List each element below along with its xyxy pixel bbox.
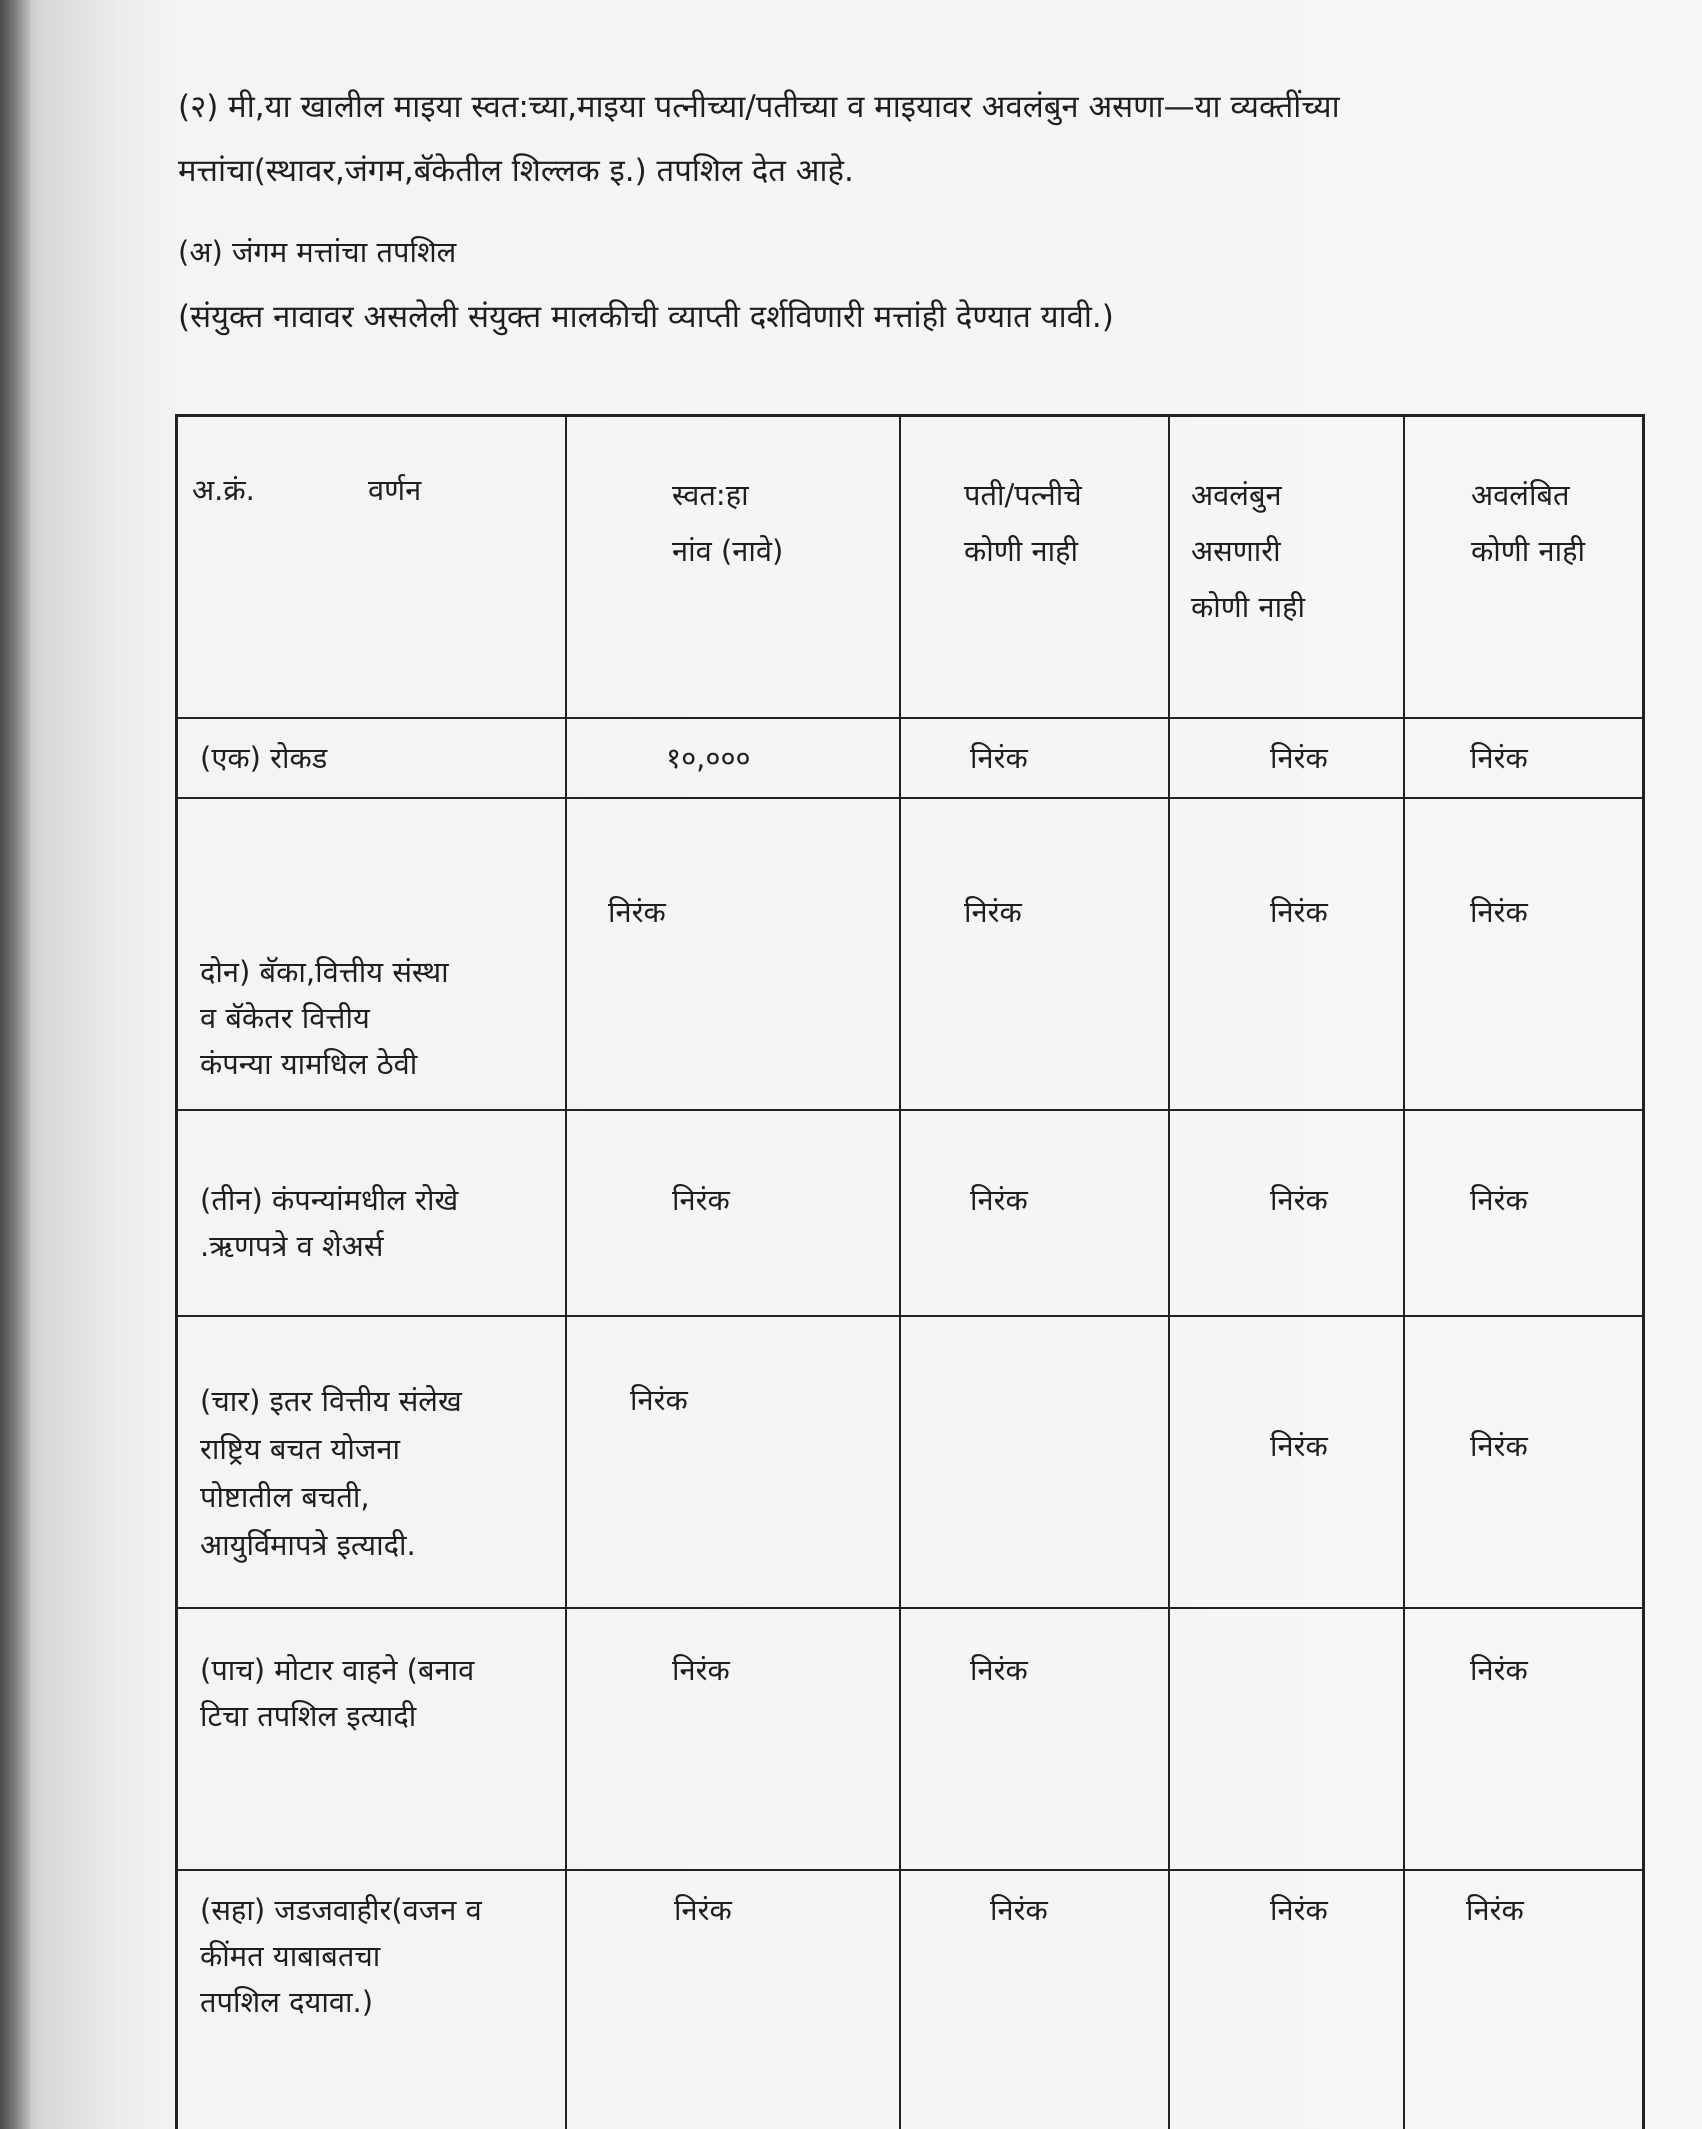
row-divider (178, 1315, 1642, 1317)
section-note: (संयुक्त नावावर असलेली संयुक्त मालकीची व्याप्ती दर्शविणारी मत्तांही देण्यात यावी.) (178, 299, 1114, 335)
row-5-dependent-2: निरंक (1470, 1653, 1528, 1687)
intro-line-2: मत्तांचा(स्थावर,जंगम,बॅकेतील शिल्लक इ.) तपशिल देत आहे. (178, 153, 854, 189)
row-divider (178, 1607, 1642, 1609)
header-dependent: अवलंबुन असणारी कोणी नाही (1191, 478, 1305, 624)
column-divider (1403, 417, 1405, 2129)
row-5-spouse: निरंक (970, 1653, 1028, 1687)
row-2-label: दोन) बॅका,वित्तीय संस्था व बॅकेतर वित्तीय कंपन्या यामधिल ठेवी (200, 955, 449, 1081)
row-6-spouse: निरंक (990, 1893, 1048, 1927)
column-divider (1168, 417, 1170, 2129)
intro-line-1: (२) मी,या खालील माइया स्वत:च्या,माइया पत्नीच्या/पतीच्या व माइयावर अवलंबुन असणा—या व्यक्तींच्या (178, 89, 1340, 125)
column-divider (565, 417, 567, 2129)
row-2-dependent: निरंक (1270, 895, 1328, 929)
row-divider (178, 797, 1642, 799)
intro-paragraph (178, 75, 1638, 203)
row-1-dependent: निरंक (1270, 741, 1328, 775)
scan-page-edge (0, 0, 30, 2129)
row-4-dependent-2: निरंक (1470, 1429, 1528, 1463)
header-description: वर्णन (368, 473, 422, 507)
row-4-label: (चार) इतर वित्तीय संलेख राष्ट्रिय बचत योजना पोष्टातील बचती, आयुर्विमापत्रे इत्यादी. (200, 1384, 462, 1562)
row-6-self: निरंक (674, 1893, 732, 1927)
header-sr-no: अ.क्रं. (192, 473, 255, 507)
row-6-dependent-2: निरंक (1466, 1893, 1524, 1927)
row-divider (178, 1869, 1642, 1871)
row-5-label: (पाच) मोटार वाहने (बनाव टिचा तपशिल इत्यादी (200, 1653, 475, 1733)
row-2-self: निरंक (608, 895, 666, 929)
row-6-label: (सहा) जडजवाहीर(वजन व कींमत याबाबतचा तपशिल दयावा.) (200, 1893, 482, 2019)
row-3-spouse: निरंक (970, 1183, 1028, 1217)
header-spouse: पती/पत्नीचे कोणी नाही (964, 478, 1082, 568)
row-3-label: (तीन) कंपन्यांमधील रोखे .ऋणपत्रे व शेअर्स (200, 1183, 459, 1263)
row-2-dependent-2: निरंक (1470, 895, 1528, 929)
column-divider (899, 417, 901, 2129)
row-3-dependent-2: निरंक (1470, 1183, 1528, 1217)
row-5-self: निरंक (672, 1653, 730, 1687)
row-1-dependent-2: निरंक (1470, 741, 1528, 775)
assets-table (175, 414, 1645, 2129)
row-divider (178, 717, 1642, 719)
header-self: स्वत:हा नांव (नावे) (672, 478, 784, 568)
row-3-dependent: निरंक (1270, 1183, 1328, 1217)
row-1-label: (एक) रोकड (200, 741, 328, 775)
row-1-spouse: निरंक (970, 741, 1028, 775)
row-divider (178, 1109, 1642, 1111)
row-4-self: निरंक (630, 1383, 688, 1417)
row-3-self: निरंक (672, 1183, 730, 1217)
row-2-spouse: निरंक (964, 895, 1022, 929)
section-heading: (अ) जंगम मत्तांचा तपशिल (178, 235, 457, 269)
row-6-dependent: निरंक (1270, 1893, 1328, 1927)
row-4-dependent: निरंक (1270, 1429, 1328, 1463)
row-1-self: १०,००० (666, 741, 751, 775)
header-dependent-2: अवलंबित कोणी नाही (1471, 478, 1585, 568)
